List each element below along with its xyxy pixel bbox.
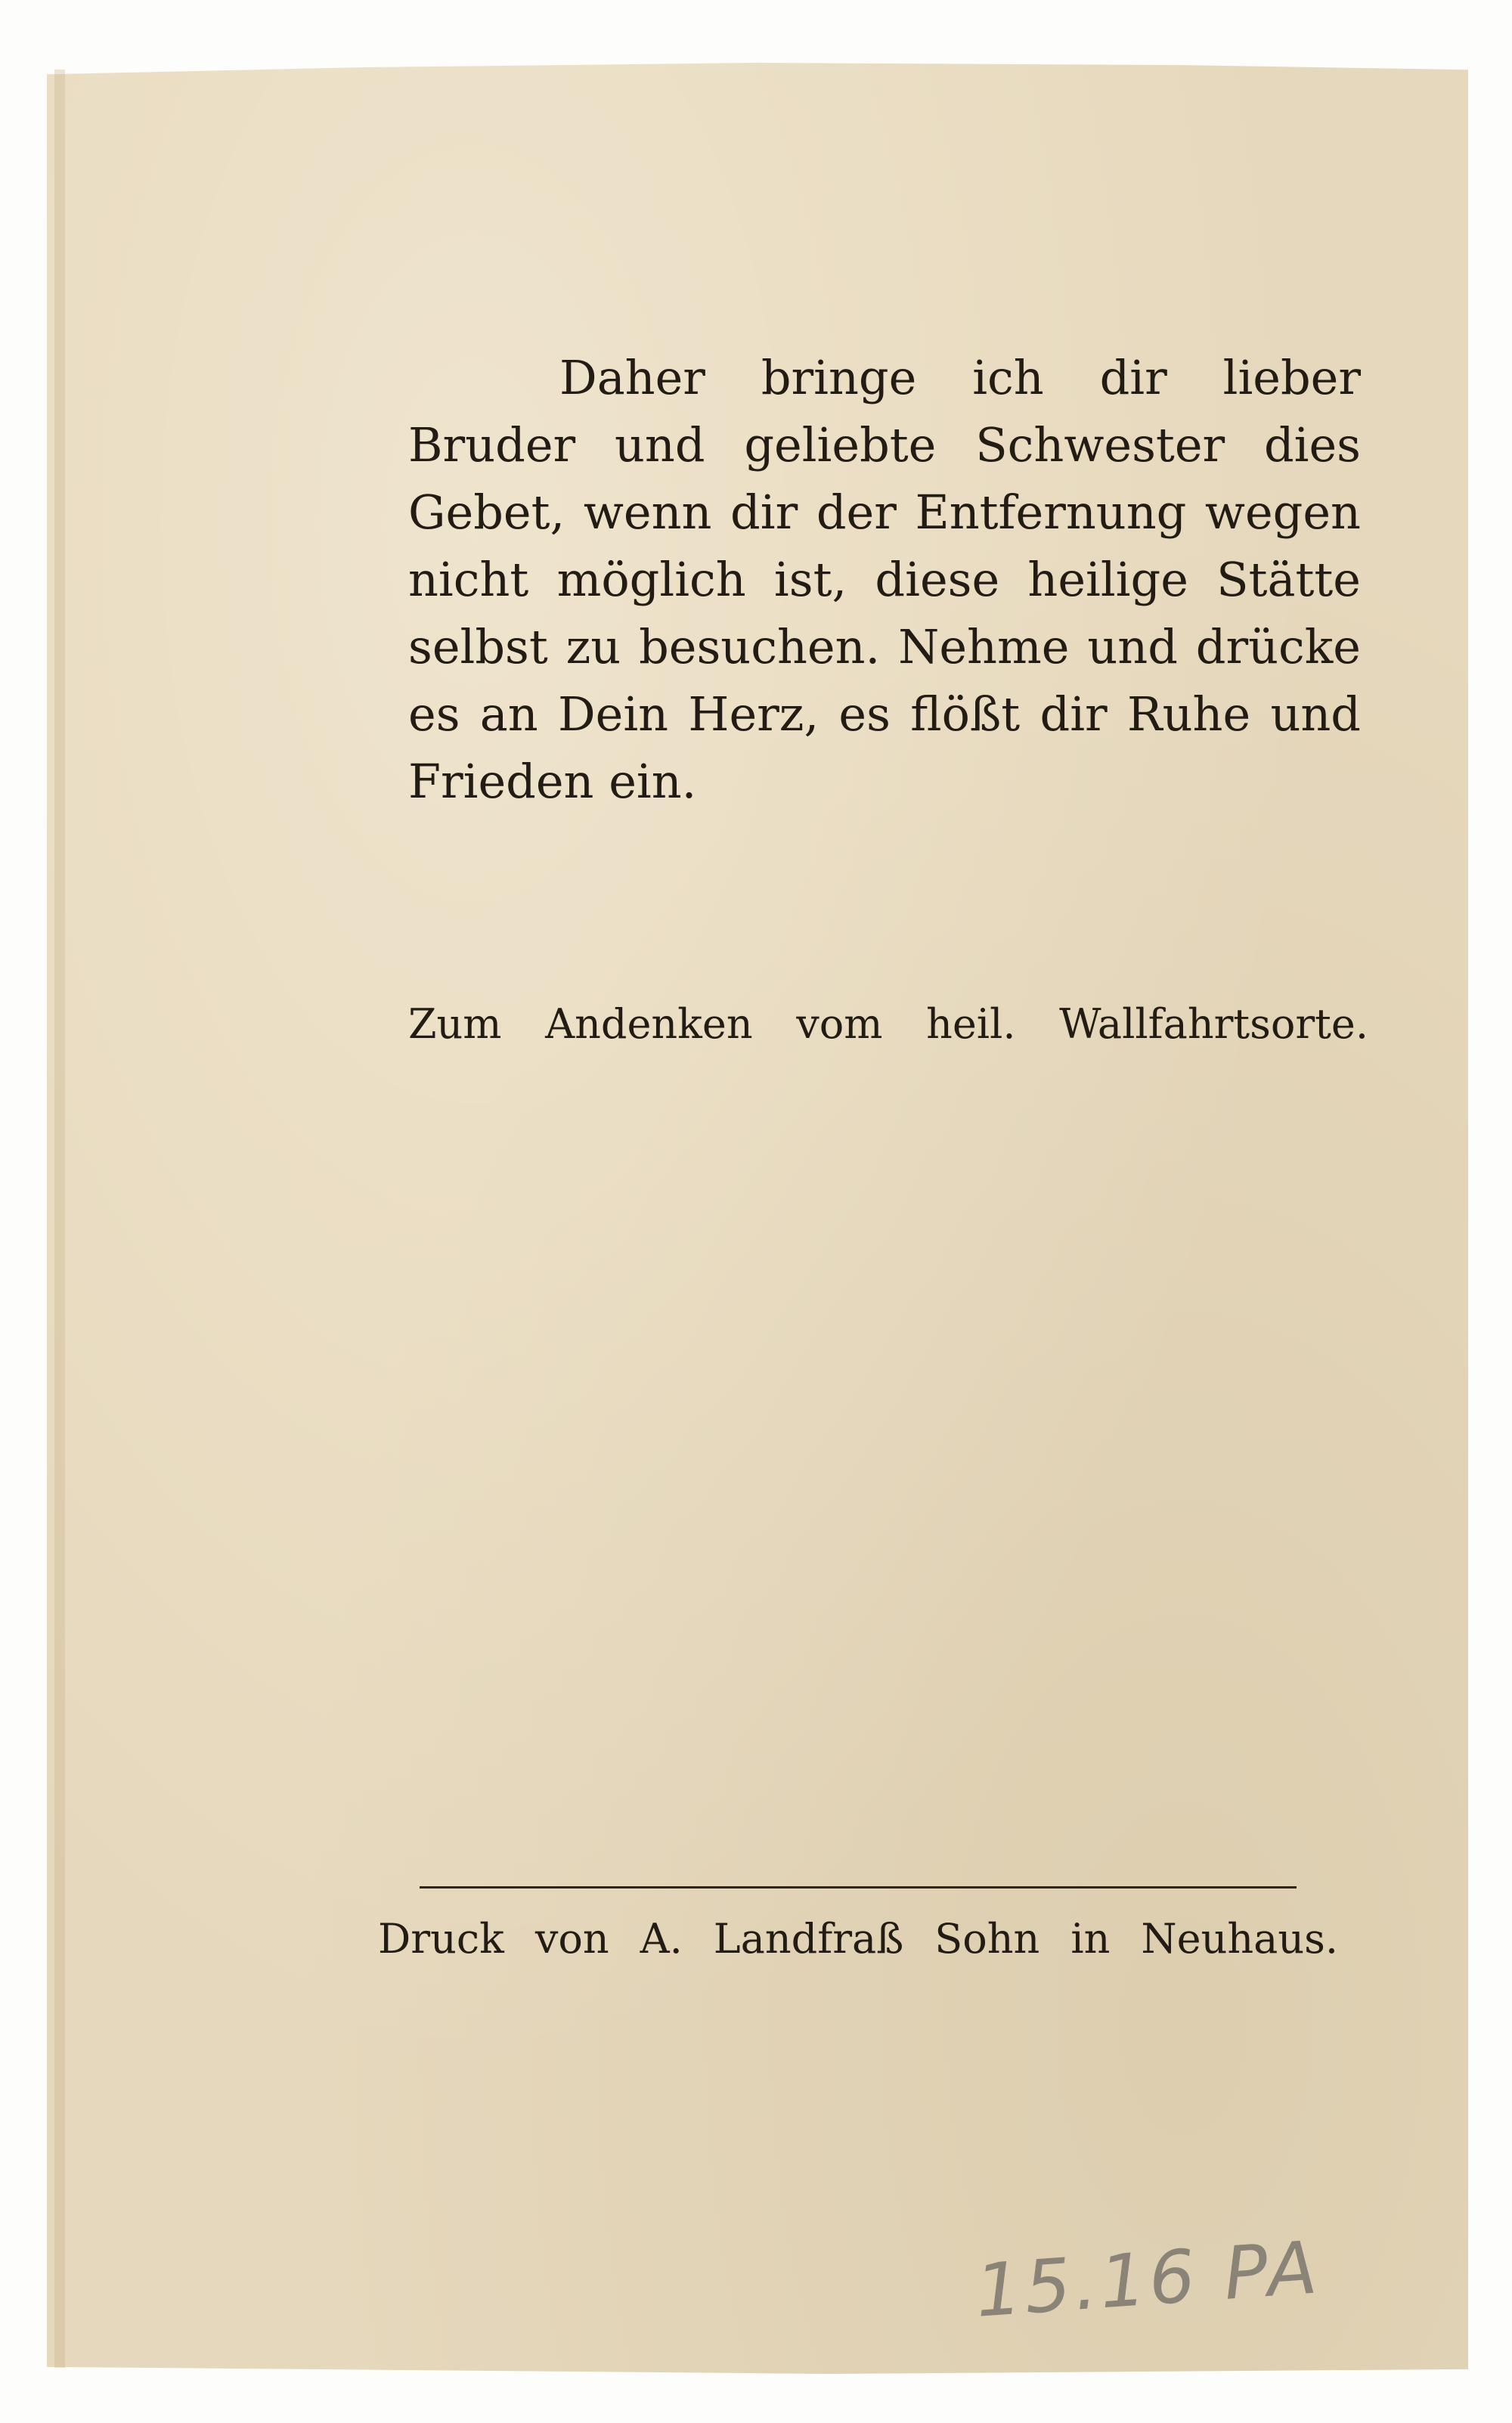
paper-fold-edge	[54, 70, 65, 2368]
pencil-archive-mark: 15.16 PA	[972, 2225, 1323, 2334]
prayer-paragraph: Daher bringe ich dir lieber Bruder und geliebte Schwester dies Gebet, wenn dir der Entfernung wegen nicht möglich ist, diese heilige Stätte selbst zu besuchen. Nehme und drücke es an Dein Herz, es flößt dir Ruhe und Frieden ein.	[408, 350, 1361, 809]
printer-imprint: Druck von A. Landfraß Sohn in Neuhaus.	[378, 1915, 1338, 1963]
souvenir-line: Zum Andenken vom heil. Wallfahrtsorte.	[408, 1000, 1368, 1048]
divider-rule	[420, 1886, 1297, 1889]
